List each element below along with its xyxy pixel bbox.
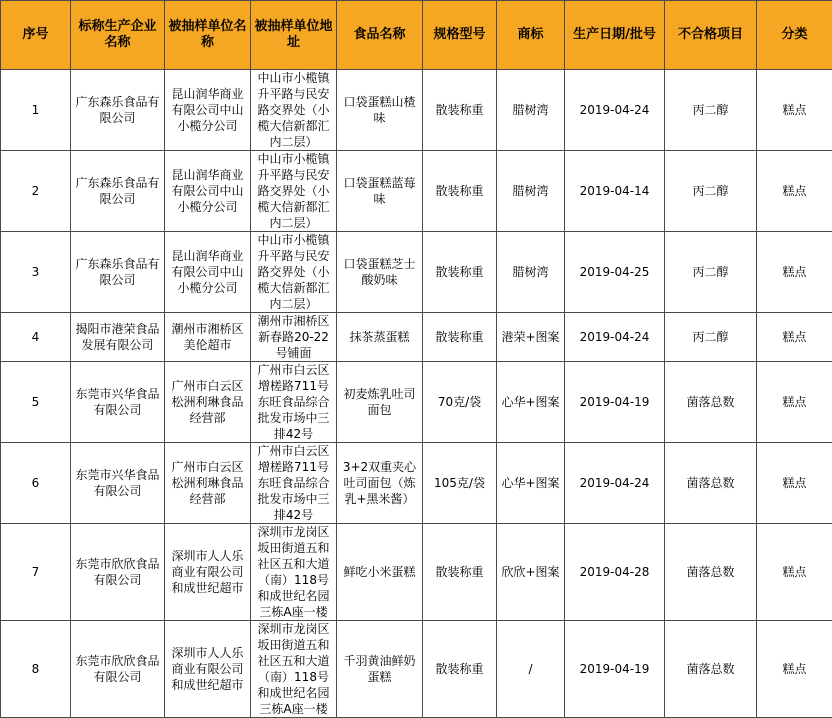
- cell-date: 2019-04-14: [565, 151, 665, 232]
- table-row: [1, 70, 832, 151]
- cell-seq: 4: [1, 313, 71, 362]
- cell-sampled-address: 广州市白云区增槎路711号东旺食品综合批发市场中三排42号: [251, 443, 337, 524]
- cell-seq: 5: [1, 362, 71, 443]
- cell-date: 2019-04-24: [565, 313, 665, 362]
- cell-date: 2019-04-24: [565, 443, 665, 524]
- cell-manufacturer: 东莞市兴华食品有限公司: [71, 443, 165, 524]
- cell-food-name: 口袋蛋糕蓝莓味: [337, 151, 423, 232]
- header-sampled-address: 被抽样单位地址: [251, 1, 337, 70]
- cell-category: 糕点: [757, 232, 832, 313]
- cell-failed-item: 菌落总数: [665, 443, 757, 524]
- cell-seq: 6: [1, 443, 71, 524]
- header-food-name: 食品名称: [337, 1, 423, 70]
- cell-category: 糕点: [757, 70, 832, 151]
- table-row: [1, 362, 832, 443]
- cell-food-name: 口袋蛋糕山楂味: [337, 70, 423, 151]
- header-brand: 商标: [497, 1, 565, 70]
- cell-sampled-address: 中山市小榄镇升平路与民安路交界处（小榄大信新都汇内二层）: [251, 70, 337, 151]
- cell-failed-item: 丙二醇: [665, 313, 757, 362]
- table-row: [1, 524, 832, 621]
- cell-seq: 3: [1, 232, 71, 313]
- cell-failed-item: 菌落总数: [665, 621, 757, 718]
- cell-date: 2019-04-24: [565, 70, 665, 151]
- cell-sampled-address: 潮州市湘桥区新春路20-22号铺面: [251, 313, 337, 362]
- header-seq: 序号: [1, 1, 71, 70]
- cell-spec: 70克/袋: [423, 362, 497, 443]
- cell-category: 糕点: [757, 524, 832, 621]
- cell-sampled-address: 深圳市龙岗区坂田街道五和社区五和大道（南）118号和成世纪名园三栋A座一楼: [251, 524, 337, 621]
- cell-spec: 散装称重: [423, 621, 497, 718]
- cell-brand: 腊树湾: [497, 70, 565, 151]
- cell-manufacturer: 东莞市欣欣食品有限公司: [71, 524, 165, 621]
- cell-sampled-address: 中山市小榄镇升平路与民安路交界处（小榄大信新都汇内二层）: [251, 151, 337, 232]
- cell-category: 糕点: [757, 621, 832, 718]
- cell-seq: 2: [1, 151, 71, 232]
- cell-manufacturer: 广东森乐食品有限公司: [71, 70, 165, 151]
- cell-manufacturer: 东莞市兴华食品有限公司: [71, 362, 165, 443]
- cell-failed-item: 丙二醇: [665, 70, 757, 151]
- cell-seq: 1: [1, 70, 71, 151]
- cell-date: 2019-04-19: [565, 621, 665, 718]
- cell-spec: 散装称重: [423, 313, 497, 362]
- cell-spec: 105克/袋: [423, 443, 497, 524]
- table-row: [1, 232, 832, 313]
- cell-brand: 心华+图案: [497, 443, 565, 524]
- cell-manufacturer: 揭阳市港荣食品发展有限公司: [71, 313, 165, 362]
- cell-seq: 8: [1, 621, 71, 718]
- cell-sampled-unit: 昆山润华商业有限公司中山小榄分公司: [165, 151, 251, 232]
- cell-failed-item: 菌落总数: [665, 524, 757, 621]
- cell-date: 2019-04-25: [565, 232, 665, 313]
- table-row: [1, 313, 832, 362]
- cell-spec: 散装称重: [423, 151, 497, 232]
- cell-manufacturer: 东莞市欣欣食品有限公司: [71, 621, 165, 718]
- cell-category: 糕点: [757, 443, 832, 524]
- cell-sampled-unit: 深圳市人人乐商业有限公司和成世纪超市: [165, 621, 251, 718]
- cell-brand: 腊树湾: [497, 151, 565, 232]
- cell-sampled-unit: 深圳市人人乐商业有限公司和成世纪超市: [165, 524, 251, 621]
- cell-brand: 腊树湾: [497, 232, 565, 313]
- cell-category: 糕点: [757, 151, 832, 232]
- cell-sampled-address: 深圳市龙岗区坂田街道五和社区五和大道（南）118号和成世纪名园三栋A座一楼: [251, 621, 337, 718]
- cell-date: 2019-04-19: [565, 362, 665, 443]
- cell-spec: 散装称重: [423, 70, 497, 151]
- cell-failed-item: 丙二醇: [665, 232, 757, 313]
- cell-food-name: 千羽黄油鲜奶蛋糕: [337, 621, 423, 718]
- cell-food-name: 鲜吃小米蛋糕: [337, 524, 423, 621]
- cell-failed-item: 菌落总数: [665, 362, 757, 443]
- cell-sampled-unit: 广州市白云区松洲利琳食品经营部: [165, 362, 251, 443]
- cell-sampled-address: 广州市白云区增槎路711号东旺食品综合批发市场中三排42号: [251, 362, 337, 443]
- cell-food-name: 口袋蛋糕芝士酸奶味: [337, 232, 423, 313]
- header-manufacturer: 标称生产企业名称: [71, 1, 165, 70]
- cell-sampled-address: 中山市小榄镇升平路与民安路交界处（小榄大信新都汇内二层）: [251, 232, 337, 313]
- cell-manufacturer: 广东森乐食品有限公司: [71, 232, 165, 313]
- cell-sampled-unit: 广州市白云区松洲利琳食品经营部: [165, 443, 251, 524]
- header-failed-item: 不合格项目: [665, 1, 757, 70]
- cell-sampled-unit: 潮州市湘桥区美伦超市: [165, 313, 251, 362]
- cell-food-name: 抹茶蒸蛋糕: [337, 313, 423, 362]
- header-spec: 规格型号: [423, 1, 497, 70]
- table-row: [1, 151, 832, 232]
- cell-brand: 心华+图案: [497, 362, 565, 443]
- table-row: [1, 621, 832, 718]
- header-date: 生产日期/批号: [565, 1, 665, 70]
- cell-date: 2019-04-28: [565, 524, 665, 621]
- cell-spec: 散装称重: [423, 232, 497, 313]
- cell-category: 糕点: [757, 313, 832, 362]
- cell-sampled-unit: 昆山润华商业有限公司中山小榄分公司: [165, 70, 251, 151]
- cell-failed-item: 丙二醇: [665, 151, 757, 232]
- table-row: [1, 443, 832, 524]
- cell-food-name: 初麦炼乳吐司面包: [337, 362, 423, 443]
- cell-sampled-unit: 昆山润华商业有限公司中山小榄分公司: [165, 232, 251, 313]
- header-category: 分类: [757, 1, 832, 70]
- header-sampled-unit: 被抽样单位名称: [165, 1, 251, 70]
- cell-manufacturer: 广东森乐食品有限公司: [71, 151, 165, 232]
- cell-brand: /: [497, 621, 565, 718]
- table-header-row: [1, 1, 832, 70]
- cell-food-name: 3+2双重夹心吐司面包（炼乳+黑米酱）: [337, 443, 423, 524]
- cell-spec: 散装称重: [423, 524, 497, 621]
- cell-category: 糕点: [757, 362, 832, 443]
- cell-brand: 欣欣+图案: [497, 524, 565, 621]
- cell-brand: 港荣+图案: [497, 313, 565, 362]
- cell-seq: 7: [1, 524, 71, 621]
